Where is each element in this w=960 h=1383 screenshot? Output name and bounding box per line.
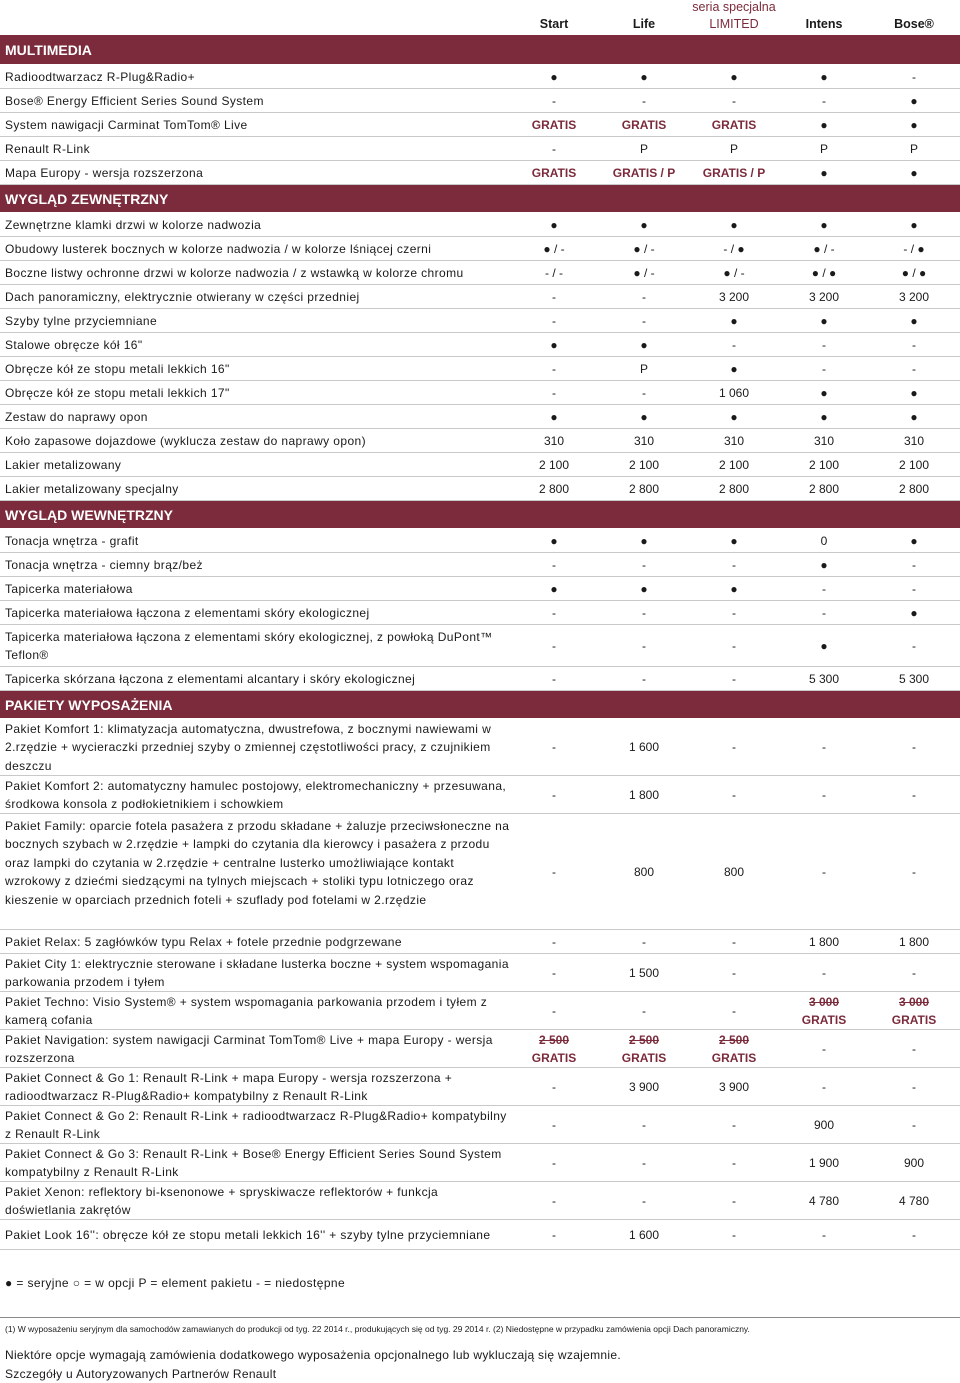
table-row [0, 333, 960, 357]
cell-value: - [822, 581, 826, 596]
row-label: Pakiet Techno: Visio System® + system wspomagania parkowania przodem i tyłem z kamerą cofania [5, 994, 488, 1027]
table-row [0, 261, 960, 285]
legend: ● = seryjne ○ = w opcji P = element pakietu - = niedostępne [5, 1276, 346, 1290]
row-label: Pakiet Komfort 2: automatyczny hamulec postojowy, elektromechaniczny + przesuwana, środkowa konsola z podłokietnikiem i schowkiem [5, 778, 507, 811]
cell-value: ● [910, 409, 918, 424]
cell-value: 310 [903, 433, 925, 448]
cell-value: 1 500 [628, 965, 660, 980]
cell-value: - [912, 1079, 916, 1094]
cell-value: ● [820, 217, 828, 232]
gratis-label: GRATIS [711, 1051, 757, 1065]
cell-value: - / ● [903, 241, 925, 256]
cell-value: 2 800 [538, 481, 570, 496]
cell-value: - [642, 638, 646, 653]
old-price: 2 500 [538, 1032, 570, 1047]
cell-value: 1 900 [808, 1155, 840, 1170]
cell-value: - [552, 1227, 556, 1242]
table-row [0, 667, 960, 691]
row-label: Pakiet Komfort 1: klimatyzacja automatyczna, dwustrefowa, z bocznymi nawiewami w 2.rzędzie + wycieraczki przedniej szyby o zmiennej częstotliwości pracy, z czujnikiem deszczu [5, 721, 492, 773]
footnote-box [0, 1317, 960, 1334]
row-label: Obudowy lusterek bocznych w kolorze nadwozia / w kolorze lśniącej czerni [5, 241, 432, 256]
cell-value: ● [820, 313, 828, 328]
row-label: Pakiet Xenon: reflektory bi-ksenonowe + spryskiwacze reflektorów + funkcja doświetlania zakrętów [5, 1184, 439, 1217]
table-row [0, 601, 960, 625]
cell-value: ● [820, 117, 828, 132]
cell-value: ● [550, 337, 558, 352]
old-price: 3 000 [808, 994, 840, 1009]
row-label: Tapicerka materiałowa łączona z elementami skóry ekologicznej [5, 605, 370, 620]
cell-value: - [822, 605, 826, 620]
footnote: (1) W wyposażeniu seryjnym dla samochodów zamawianych do produkcji od tyg. 22 2014 r., produkujących się od tyg. 29 2014 r. (2) Niedostępne w przypadku zamówienia opcji Dach panoramiczny. [5, 1324, 750, 1334]
cell-value: 2 800 [808, 481, 840, 496]
table-row [0, 113, 960, 137]
cell-value: ● / - [633, 265, 655, 280]
cell-value: GRATIS [621, 117, 667, 132]
cell-value: - [642, 934, 646, 949]
cell-value: - [732, 638, 736, 653]
cell-value: 800 [633, 864, 655, 879]
cell-value: - [732, 337, 736, 352]
old-price: 3 000 [898, 994, 930, 1009]
cell-value: - [822, 361, 826, 376]
cell-value: ● / ● [901, 265, 927, 280]
cell-value: - [642, 313, 646, 328]
cell-value: 1 800 [898, 934, 930, 949]
cell-value: - [642, 671, 646, 686]
row-label: Dach panoramiczny, elektrycznie otwierany w części przedniej [5, 289, 360, 304]
cell-value [869, 993, 959, 1030]
table-row [0, 529, 960, 553]
note [5, 1346, 621, 1383]
cell-value: 1 600 [628, 740, 660, 755]
section-title: MULTIMEDIA [5, 41, 92, 58]
cell-value: ● [910, 605, 918, 620]
cell-value: - [912, 638, 916, 653]
cell-value: 800 [723, 864, 745, 879]
cell-value: - [552, 557, 556, 572]
cell-value: - [732, 1003, 736, 1018]
table-row [0, 814, 960, 930]
cell-value [509, 1031, 599, 1068]
row-label: Lakier metalizowany specjalny [5, 481, 179, 496]
cell-value: - [552, 1079, 556, 1094]
row-label: Koło zapasowe dojazdowe (wyklucza zestaw do naprawy opon) [5, 433, 366, 448]
cell-value: - [822, 1227, 826, 1242]
cell-value: - [732, 740, 736, 755]
cell-value: - [912, 581, 916, 596]
row-label: Mapa Europy - wersja rozszerzona [5, 165, 204, 180]
cell-value: ● / - [633, 241, 655, 256]
cell-value: ● / - [543, 241, 565, 256]
table-row [0, 1220, 960, 1250]
cell-value: ● [730, 581, 738, 596]
row-label: Tapicerka materiałowa [5, 581, 133, 596]
row-label: Tapicerka skórzana łączona z elementami alcantary i skóry ekologicznej [5, 671, 416, 686]
table-row [0, 89, 960, 113]
cell-value [599, 1031, 689, 1068]
old-price: 2 500 [628, 1032, 660, 1047]
table-row [0, 1068, 960, 1106]
row-label: Pakiet Navigation: system nawigacji Carminat TomTom® Live + mapa Europy - wersja rozszerzona [5, 1032, 493, 1065]
cell-value: - [552, 864, 556, 879]
cell-value: 2 100 [808, 457, 840, 472]
cell-value: 3 900 [718, 1079, 750, 1094]
cell-value: 3 200 [808, 289, 840, 304]
table-row [0, 1144, 960, 1182]
table-row [0, 1030, 960, 1068]
cell-value: 2 100 [628, 457, 660, 472]
section-header [0, 501, 960, 529]
cell-value: 1 060 [718, 385, 750, 400]
row-label: Renault R-Link [5, 141, 90, 156]
cell-value: ● [910, 117, 918, 132]
table-row [0, 719, 960, 776]
cell-value: - / - [545, 265, 563, 280]
row-label: Tonacja wnętrza - ciemny brąz/beż [5, 557, 203, 572]
table-row [0, 992, 960, 1030]
row-label: Pakiet City 1: elektrycznie sterowane i składane lusterka boczne + system wspomagania parkowania przodem i tyłem [5, 956, 509, 989]
row-label: Tapicerka materiałowa łączona z elementami skóry ekologicznej, z powłoką DuPont™ Teflon® [5, 629, 493, 662]
cell-value: - [642, 1117, 646, 1132]
cell-value: - [822, 787, 826, 802]
row-label: Radioodtwarzacz R-Plug&Radio+ [5, 69, 196, 84]
cell-value: 1 800 [808, 934, 840, 949]
table-row [0, 930, 960, 954]
cell-value: ● / - [813, 241, 835, 256]
table-row [0, 137, 960, 161]
note-line-1: Niektóre opcje wymagają zamówienia dodatkowego wyposażenia opcjonalnego lub wykluczają się wzajemnie. [5, 1348, 621, 1362]
cell-value: - [642, 1193, 646, 1208]
table-row [0, 429, 960, 453]
gratis-label: GRATIS [531, 1051, 577, 1065]
cell-value: GRATIS / P [702, 165, 766, 180]
gratis-label: GRATIS [891, 1013, 937, 1027]
row-label: Boczne listwy ochronne drzwi w kolorze nadwozia / z wstawką w kolorze chromu [5, 265, 464, 280]
section-header [0, 185, 960, 213]
equipment-table [0, 35, 960, 1250]
col-limited [689, 0, 779, 33]
table-row [0, 776, 960, 814]
cell-value: - [552, 671, 556, 686]
row-label: Pakiet Relax: 5 zagłówków typu Relax + fotele przednie podgrzewane [5, 934, 402, 949]
cell-value: - [732, 965, 736, 980]
section-header [0, 691, 960, 719]
cell-value: 1 600 [628, 1227, 660, 1242]
cell-value: 1 800 [628, 787, 660, 802]
cell-value: P [909, 141, 918, 156]
cell-value: ● / ● [811, 265, 837, 280]
cell-value: 900 [903, 1155, 925, 1170]
cell-value: - [552, 1193, 556, 1208]
row-label: System nawigacji Carminat TomTom® Live [5, 117, 248, 132]
cell-value: - [552, 141, 556, 156]
row-label: Tonacja wnętrza - grafit [5, 533, 139, 548]
cell-value: - [912, 1117, 916, 1132]
row-label: Zewnętrzne klamki drzwi w kolorze nadwozia [5, 217, 262, 232]
cell-value: ● [550, 533, 558, 548]
cell-value: - [732, 934, 736, 949]
cell-value: 4 780 [898, 1193, 930, 1208]
cell-value: ● [910, 533, 918, 548]
cell-value: - [732, 1117, 736, 1132]
cell-value: - [732, 1193, 736, 1208]
cell-value: 4 780 [808, 1193, 840, 1208]
cell-value: - [642, 605, 646, 620]
row-label: Pakiet Family: oparcie fotela pasażera z przodu składane + żaluzje przeciwsłoneczne na bocznych szybach w 2.rzędzie + lampki do czytania dla kierowcy i pasażera z przodu oraz lampki do czytania w 2.rzędzie + centralne lusterko umożliwiające kontakt wzrokowy z dziećmi siedzącymi na tylnych miejscach + stoliki typu lotniczego oraz kieszenie w oparciach przednich foteli + szuflady pod fotelami w 2.rzędzie [5, 818, 510, 907]
cell-value: - [552, 934, 556, 949]
cell-value: - [552, 787, 556, 802]
cell-value: - [822, 337, 826, 352]
cell-value: 2 100 [718, 457, 750, 472]
cell-value: ● [820, 638, 828, 653]
cell-value: ● [820, 409, 828, 424]
col-limited-subtitle: seria specjalna [692, 0, 776, 14]
table-row [0, 1106, 960, 1144]
gratis-label: GRATIS [801, 1013, 847, 1027]
old-price: 2 500 [718, 1032, 750, 1047]
cell-value: - [912, 1041, 916, 1056]
table-row [0, 405, 960, 429]
cell-value: - [552, 313, 556, 328]
row-label: Pakiet Connect & Go 1: Renault R-Link + mapa Europy - wersja rozszerzona + radioodtwarzacz R-Plug&Radio+ kompatybilny z Renault R-Link [5, 1070, 453, 1103]
cell-value: 5 300 [808, 671, 840, 686]
cell-value: - [822, 1041, 826, 1056]
table-row [0, 453, 960, 477]
note-line-2: Szczegóły u Autoryzowanych Partnerów Renault [5, 1366, 277, 1381]
row-label: Stalowe obręcze kół 16" [5, 337, 143, 352]
cell-value: 2 800 [718, 481, 750, 496]
cell-value: ● [730, 409, 738, 424]
cell-value: ● [910, 217, 918, 232]
table-row [0, 161, 960, 185]
cell-value: 310 [543, 433, 565, 448]
cell-value: ● [730, 313, 738, 328]
cell-value: ● [820, 165, 828, 180]
table-row [0, 1182, 960, 1220]
row-label: Lakier metalizowany [5, 457, 122, 472]
cell-value: 900 [813, 1117, 835, 1132]
row-label: Pakiet Look 16'': obręcze kół ze stopu metali lekkich 16'' + szyby tylne przyciemniane [5, 1227, 491, 1242]
column-header [0, 0, 960, 35]
cell-value: ● [640, 69, 648, 84]
cell-value: - [732, 557, 736, 572]
col-intens: Intens [805, 17, 843, 31]
cell-value: ● / - [723, 265, 745, 280]
cell-value: - [552, 1003, 556, 1018]
section-title: PAKIETY WYPOSAŻENIA [5, 696, 173, 713]
cell-value: ● [730, 217, 738, 232]
cell-value: 3 200 [718, 289, 750, 304]
cell-value: ● [640, 533, 648, 548]
table-row [0, 625, 960, 667]
col-life: Life [632, 17, 656, 31]
cell-value: - [642, 557, 646, 572]
cell-value: - [912, 361, 916, 376]
cell-value: GRATIS / P [612, 165, 676, 180]
col-bose: Bose® [894, 17, 934, 31]
cell-value: ● [910, 165, 918, 180]
cell-value: ● [730, 69, 738, 84]
cell-value: - [552, 385, 556, 400]
cell-value: 310 [723, 433, 745, 448]
cell-value: GRATIS [531, 165, 577, 180]
row-label: Szyby tylne przyciemniane [5, 313, 158, 328]
cell-value: - [912, 787, 916, 802]
cell-value: - [552, 965, 556, 980]
cell-value: P [639, 141, 648, 156]
cell-value: 3 200 [898, 289, 930, 304]
cell-value: - [822, 864, 826, 879]
cell-value: GRATIS [531, 117, 577, 132]
cell-value: ● [730, 361, 738, 376]
row-label: Obręcze kół ze stopu metali lekkich 16" [5, 361, 230, 376]
cell-value: - [912, 69, 916, 84]
cell-value: - [732, 605, 736, 620]
table-row [0, 381, 960, 405]
cell-value: - [912, 1227, 916, 1242]
cell-value: ● [550, 581, 558, 596]
cell-value: ● [550, 217, 558, 232]
cell-value: - [642, 93, 646, 108]
cell-value: - [552, 1117, 556, 1132]
cell-value: - [642, 385, 646, 400]
cell-value: - [552, 93, 556, 108]
cell-value: - / ● [723, 241, 745, 256]
cell-value: - [552, 289, 556, 304]
cell-value: - [822, 1079, 826, 1094]
cell-value: GRATIS [711, 117, 757, 132]
cell-value: - [732, 93, 736, 108]
cell-value: ● [640, 409, 648, 424]
cell-value: - [732, 787, 736, 802]
table-row [0, 553, 960, 577]
table-row [0, 577, 960, 601]
cell-value: ● [640, 337, 648, 352]
cell-value: P [729, 141, 738, 156]
table-row [0, 477, 960, 501]
cell-value: ● [640, 581, 648, 596]
cell-value: 0 [820, 533, 828, 548]
cell-value: P [819, 141, 828, 156]
cell-value: ● [640, 217, 648, 232]
cell-value: 310 [813, 433, 835, 448]
col-start: Start [539, 17, 569, 31]
cell-value: - [912, 965, 916, 980]
cell-value: - [822, 93, 826, 108]
cell-value: - [912, 337, 916, 352]
cell-value: - [732, 671, 736, 686]
cell-value: ● [910, 385, 918, 400]
cell-value: 3 900 [628, 1079, 660, 1094]
cell-value: ● [820, 385, 828, 400]
cell-value: - [642, 1003, 646, 1018]
cell-value: 2 100 [898, 457, 930, 472]
cell-value: - [822, 740, 826, 755]
table-row [0, 357, 960, 381]
section-title: WYGLĄD WEWNĘTRZNY [5, 506, 173, 523]
cell-value: - [552, 361, 556, 376]
cell-value: - [912, 740, 916, 755]
cell-value: ● [910, 93, 918, 108]
cell-value: - [552, 638, 556, 653]
cell-value: P [639, 361, 648, 376]
cell-value: - [552, 740, 556, 755]
cell-value [689, 1031, 779, 1068]
cell-value: 310 [633, 433, 655, 448]
row-label: Pakiet Connect & Go 2: Renault R-Link + radioodtwarzacz R-Plug&Radio+ kompatybilny z Renault R-Link [5, 1108, 507, 1141]
cell-value: - [822, 965, 826, 980]
row-label: Bose® Energy Efficient Series Sound System [5, 93, 264, 108]
table-row [0, 285, 960, 309]
cell-value: 5 300 [898, 671, 930, 686]
cell-value: 2 800 [898, 481, 930, 496]
cell-value: 2 800 [628, 481, 660, 496]
cell-value: ● [910, 313, 918, 328]
cell-value: - [732, 1227, 736, 1242]
cell-value: - [912, 557, 916, 572]
table-row [0, 237, 960, 261]
cell-value: ● [550, 409, 558, 424]
table-row [0, 309, 960, 333]
cell-value [779, 993, 869, 1030]
cell-value: ● [820, 557, 828, 572]
cell-value: - [552, 1155, 556, 1170]
table-row [0, 954, 960, 992]
cell-value: - [912, 864, 916, 879]
section-header [0, 35, 960, 65]
cell-value: - [552, 605, 556, 620]
cell-value: - [642, 1155, 646, 1170]
col-limited-title: LIMITED [709, 17, 759, 31]
section-title: WYGLĄD ZEWNĘTRZNY [5, 190, 169, 207]
row-label: Obręcze kół ze stopu metali lekkich 17" [5, 385, 230, 400]
cell-value: - [642, 289, 646, 304]
gratis-label: GRATIS [621, 1051, 667, 1065]
row-label: Zestaw do naprawy opon [5, 409, 148, 424]
cell-value: ● [730, 533, 738, 548]
cell-value: 2 100 [538, 457, 570, 472]
cell-value: ● [820, 69, 828, 84]
table-row [0, 213, 960, 237]
row-label: Pakiet Connect & Go 3: Renault R-Link + Bose® Energy Efficient Series Sound System kompatybilny z Renault R-Link [5, 1146, 502, 1179]
cell-value: ● [550, 69, 558, 84]
cell-value: - [732, 1155, 736, 1170]
table-row [0, 65, 960, 89]
